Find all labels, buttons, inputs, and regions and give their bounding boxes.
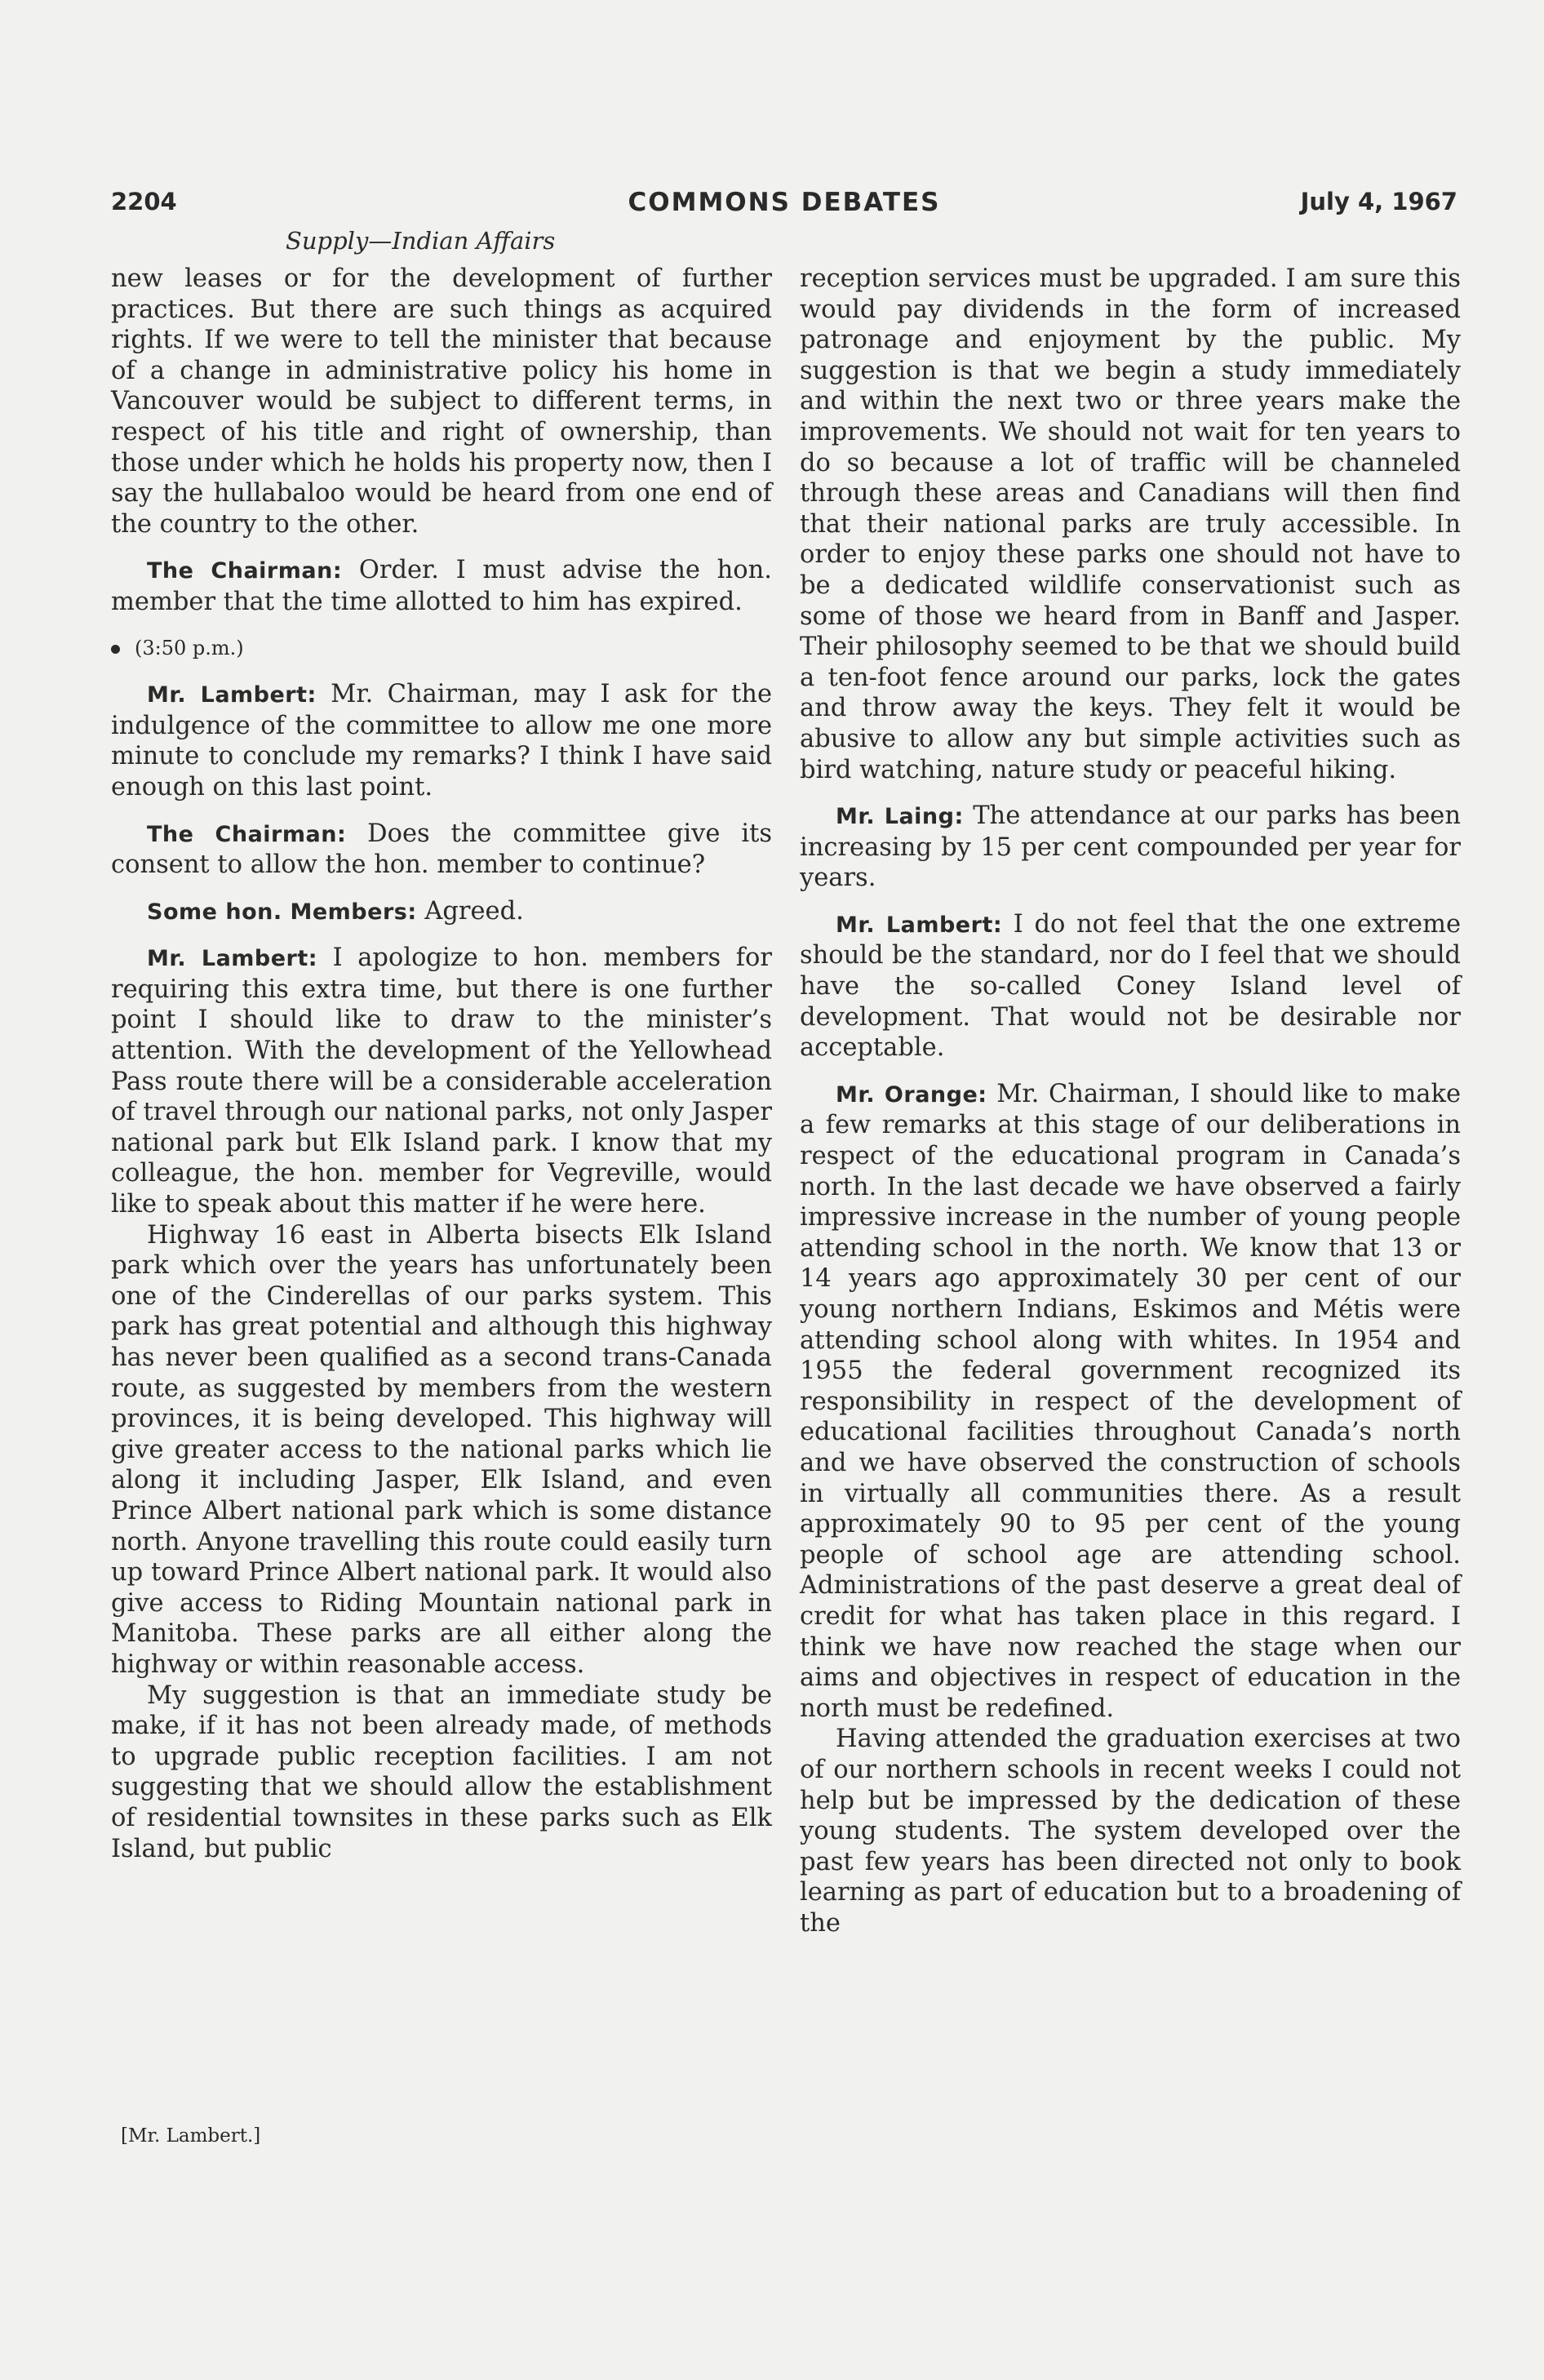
paragraph — [111, 819, 772, 881]
speaker-name: Mr. Orange: — [836, 1081, 987, 1108]
speech-text: Does the committee give its consent to allow the hon. member to continue? — [111, 819, 772, 880]
paragraph — [800, 1079, 1461, 1724]
speech-text: Mr. Chairman, I should like to make a few remarks at this stage of our deliberations in respect of the educational program in Canada’s north. In the last decade we have observed a fairly impressive increase in the number of young people attending school in the north. We know that 13 or 14 years ago approximately 30 per cent of our young northern Indians, Eskimos and Métis were attending school along with whites. In 1954 and 1955 the federal government recognized its responsibility in respect of the development of educational facilities throughout Canada’s north and we have observed the construction of schools in virtually all communities there. As a result approximately 90 to 95 per cent of the young people of school age are attending school. Administrations of the past deserve a great deal of credit for what has taken place in this regard. I think we have now reached the stage when our aims and objectives in respect of education in the north must be redefined. — [800, 1079, 1461, 1723]
paragraph — [800, 801, 1461, 894]
speaker-name: Mr. Lambert: — [836, 912, 1003, 938]
speaker-name: The Chairman: — [147, 821, 347, 847]
speech-text: I apologize to hon. members for requiring this extra time, but there is one further point I should like to draw to the minister’s attention. With the development of the Yellowhead Pass route there will be a considerable acceleration of travel through our national parks, not only Jasper national park but Elk Island park. I know that my colleague, the hon. member for Vegreville, would like to speak about this matter if he were here. — [111, 944, 772, 1219]
speaker-name: Mr. Laing: — [836, 804, 964, 830]
speaker-name: The Chairman: — [147, 558, 343, 584]
publication-title: COMMONS DEBATES — [628, 188, 941, 217]
speech-text: Order. I must advise the hon. member that the time allotted to him has expired. — [111, 556, 772, 616]
page-header — [111, 188, 1457, 230]
publication-date: July 4, 1967 — [1300, 188, 1457, 215]
left-column — [111, 264, 772, 1864]
speech-text: Agreed. — [416, 896, 524, 926]
speaker-footer: [Mr. Lambert.] — [121, 2125, 261, 2147]
paragraph: Highway 16 east in Alberta bisects Elk Island park which over the years has unfortunately been one of the Cinderellas of our parks system. This park has great potential and although this highway has never been qualified as a second trans-Canada route, as suggested by members from the western provinces, it is being developed. This highway will give greater access to the national parks which lie along it including Jasper, Elk Island, and even Prince Albert national park which is some distance north. Anyone travelling this route could easily turn up toward Prince Albert national park. It would also give access to Riding Mountain national park in Manitoba. These parks are all either along the highway or within reasonable access. — [111, 1220, 772, 1679]
speaker-name: Mr. Lambert: — [147, 682, 317, 708]
paragraph: My suggestion is that an immediate study be make, if it has not been already made, of methods to upgrade public reception facilities. I am not suggesting that we should allow the establishment of residential townsites in these parks such as Elk Island, but public — [111, 1681, 772, 1863]
paragraph — [111, 679, 772, 802]
running-head: Supply—Indian Affairs — [286, 227, 556, 255]
time-text: (3:50 p.m.) — [135, 636, 244, 659]
time-stamp — [111, 633, 772, 664]
bullet-icon — [111, 645, 120, 654]
paragraph — [111, 943, 772, 1219]
right-column — [800, 264, 1461, 1938]
speech-text: The attendance at our parks has been increasing by 15 per cent compounded per year for years. — [800, 801, 1461, 893]
speaker-name: Mr. Lambert: — [147, 946, 318, 972]
paragraph: Having attended the graduation exercises at two of our northern schools in recent weeks I could not help but be impressed by the dedication of these young students. The system developed over the past few years has been directed not only to book learning as part of education but to a broadening of the — [800, 1725, 1461, 1938]
speech-text: I do not feel that the one extreme should be the standard, nor do I feel that we should have the so-called Coney Island level of development. That would not be desirable nor acceptable. — [800, 909, 1461, 1063]
paragraph — [111, 555, 772, 617]
speech-text: Mr. Chairman, may I ask for the indulgence of the committee to allow me one more minute to conclude my remarks? I think I have said enough on this last point. — [111, 680, 772, 801]
paragraph: new leases or for the development of further practices. But there are such things as acquired rights. If we were to tell the minister that because of a change in administrative policy his home in Vancouver would be subject to different terms, in respect of his title and right of ownership, than those under which he holds his property now, then I say the hullabaloo would be heard from one end of the country to the other. — [111, 264, 772, 539]
paragraph — [800, 909, 1461, 1063]
speaker-name: Some hon. Members: — [147, 899, 417, 925]
paragraph: reception services must be upgraded. I am sure this would pay dividends in the form of increased patronage and enjoyment by the public. My suggestion is that we begin a study immediately and within the next two or three years make the improvements. We should not wait for ten years to do so because a lot of traffic will be channeled through these areas and Canadians will then find that their national parks are truly accessible. In order to enjoy these parks one should not have to be a dedicated wildlife conservationist such as some of those we heard from in Banff and Jasper. Their philosophy seemed to be that we should build a ten-foot fence around our parks, lock the gates and throw away the keys. They felt it would be abusive to allow any but simple activities such as bird watching, nature study or peaceful hiking. — [800, 264, 1461, 784]
page-number: 2204 — [111, 188, 177, 215]
paragraph — [111, 896, 772, 928]
